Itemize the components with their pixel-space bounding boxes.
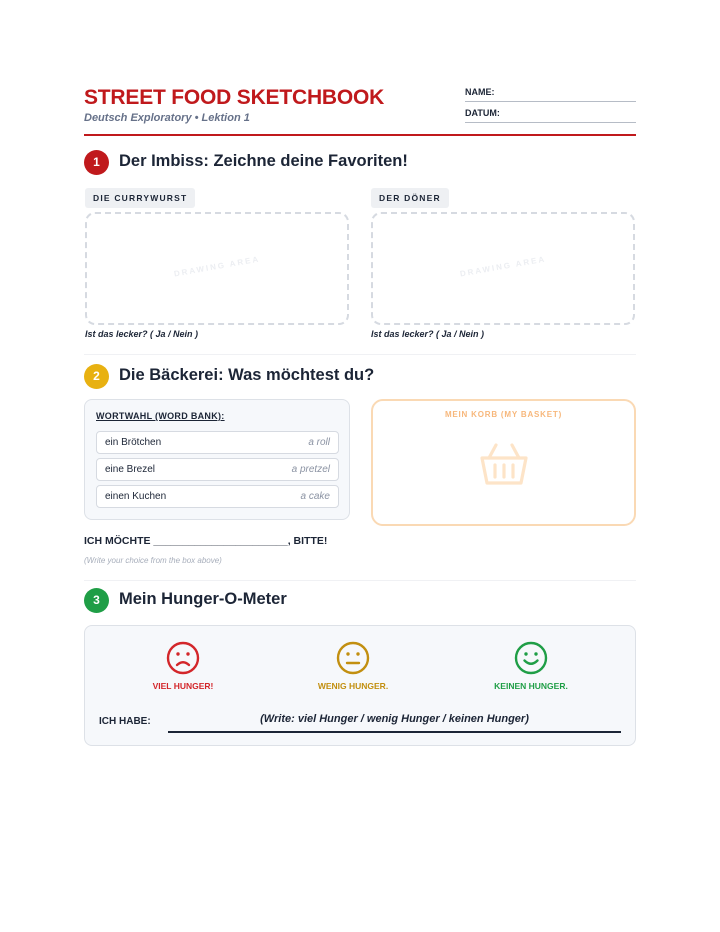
section-divider (84, 354, 636, 355)
section-1-title: Der Imbiss: Zeichne deine Favoriten! (119, 152, 408, 170)
name-label: NAME: (465, 87, 495, 97)
word-bank-item (96, 485, 339, 508)
section-divider (84, 580, 636, 581)
face-label: VIEL HUNGER! (152, 681, 214, 691)
sad-face-icon[interactable] (166, 641, 200, 675)
fill-in-sentence: ICH MÖCHTE _______________________, BITTE! (84, 535, 328, 547)
word-bank (84, 399, 350, 520)
name-field[interactable] (465, 85, 636, 102)
basket-icon (479, 441, 529, 487)
drawing-area-watermark: DRAWING AREA (459, 254, 547, 279)
drawing-area-watermark: DRAWING AREA (173, 254, 261, 279)
doener-question: Ist das lecker? ( Ja / Nein ) (371, 329, 485, 339)
section-3-title: Mein Hunger-O-Meter (119, 590, 287, 608)
word-bank-title: WORTWAHL (WORD BANK): (96, 411, 225, 421)
doener-tag: DER DÖNER (371, 188, 449, 208)
word-bank-item (96, 431, 339, 454)
answer-line[interactable] (168, 731, 621, 733)
my-basket-area[interactable] (371, 399, 636, 526)
worksheet-subtitle: Deutsch Exploratory • Lektion 1 (84, 112, 250, 124)
currywurst-question: Ist das lecker? ( Ja / Nein ) (85, 329, 199, 339)
word-german: ein Brötchen (105, 437, 162, 448)
answer-hint: (Write: viel Hunger / wenig Hunger / keinen Hunger) (260, 713, 529, 725)
word-english: a pretzel (291, 464, 330, 475)
currywurst-tag: DIE CURRYWURST (85, 188, 195, 208)
happy-face-icon[interactable] (514, 641, 548, 675)
section-3-number: 3 (84, 588, 109, 613)
doener-drawing-area[interactable] (371, 212, 635, 325)
date-field[interactable] (465, 106, 636, 123)
word-german: einen Kuchen (105, 491, 167, 502)
date-label: DATUM: (465, 108, 500, 118)
basket-title: MEIN KORB (MY BASKET) (444, 410, 563, 419)
neutral-face-icon[interactable] (336, 641, 370, 675)
word-english: a roll (308, 437, 330, 448)
face-label: WENIG HUNGER. (317, 681, 389, 691)
face-label: KEINEN HUNGER. (494, 681, 568, 691)
section-2-number: 2 (84, 364, 109, 389)
hunger-meter (84, 625, 636, 746)
word-english: a cake (300, 491, 330, 502)
section-2-title: Die Bäckerei: Was möchtest du? (119, 366, 375, 384)
word-german: eine Brezel (105, 464, 156, 475)
sentence-hint: (Write your choice from the box above) (84, 556, 222, 565)
currywurst-drawing-area[interactable] (85, 212, 349, 325)
worksheet-title: STREET FOOD SKETCHBOOK (84, 86, 385, 109)
word-bank-item (96, 458, 339, 481)
section-1-number: 1 (84, 150, 109, 175)
answer-prompt: ICH HABE: (99, 716, 151, 727)
worksheet-header (84, 84, 636, 136)
